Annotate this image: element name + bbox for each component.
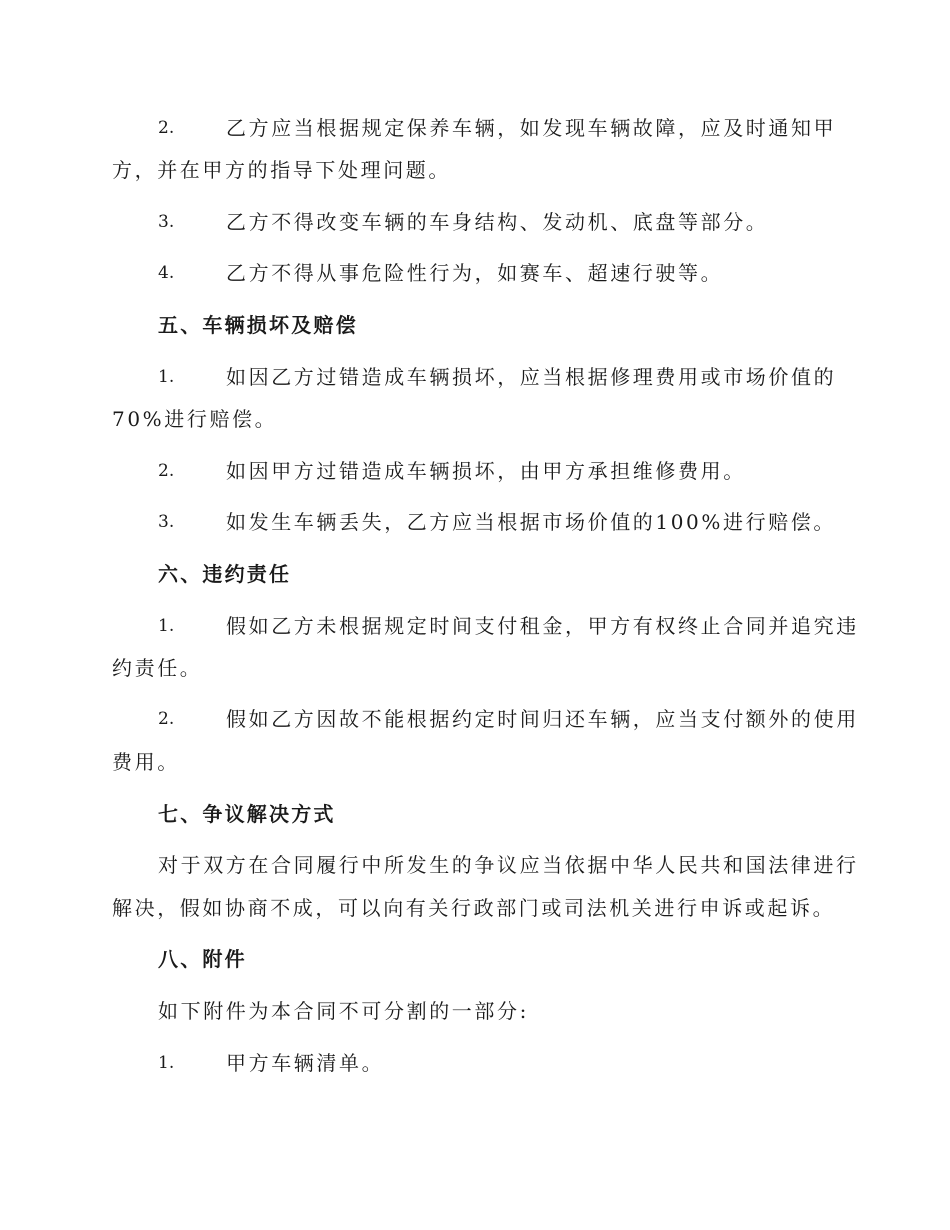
section8-intro: 如下附件为本合同不可分割的一部分: (158, 999, 529, 1023)
clause-2-continued: 方，并在甲方的指导下处理问题。 (112, 158, 451, 182)
clause-number: 1. (158, 616, 175, 636)
clause-number: 1. (158, 1053, 175, 1073)
section6-item-1-continued: 约责任。 (112, 656, 203, 680)
section-heading-6: 六、违约责任 (158, 562, 292, 586)
clause-text: 如发生车辆丢失，乙方应当根据市场价值的100%进行赔偿。 (226, 510, 836, 534)
section-heading-7: 七、争议解决方式 (158, 802, 336, 826)
section-heading-8: 八、附件 (158, 947, 247, 971)
clause-number: 3. (158, 512, 175, 532)
clause-number: 2. (158, 118, 175, 138)
clause-number: 2. (158, 709, 175, 729)
clause-text: 假如乙方因故不能根据约定时间归还车辆，应当支付额外的使用 (226, 707, 859, 731)
clause-number: 4. (158, 263, 175, 283)
section5-item-1-continued: 70%进行赔偿。 (112, 407, 278, 431)
section6-item-2-continued: 费用。 (112, 750, 180, 774)
section-heading-5: 五、车辆损坏及赔偿 (158, 313, 358, 337)
clause-text: 假如乙方未根据规定时间支付租金，甲方有权终止合同并追究违 (226, 614, 859, 638)
clause-text: 甲方车辆清单。 (226, 1051, 385, 1075)
clause-text: 乙方应当根据规定保养车辆，如发现车辆故障，应及时通知甲 (226, 116, 837, 140)
section7-paragraph: 对于双方在合同履行中所发生的争议应当依据中华人民共和国法律进行 (158, 853, 859, 877)
clause-number: 2. (158, 461, 175, 481)
section7-paragraph-continued: 解决，假如协商不成，可以向有关行政部门或司法机关进行申诉或起诉。 (112, 896, 836, 920)
clause-text: 如因乙方过错造成车辆损坏，应当根据修理费用或市场价值的 (226, 365, 837, 389)
clause-text: 乙方不得从事危险性行为，如赛车、超速行驶等。 (226, 261, 724, 285)
clause-text: 乙方不得改变车辆的车身结构、发动机、底盘等部分。 (226, 210, 769, 234)
clause-number: 3. (158, 212, 175, 232)
clause-text: 如因甲方过错造成车辆损坏，由甲方承担维修费用。 (226, 459, 746, 483)
clause-number: 1. (158, 367, 175, 387)
